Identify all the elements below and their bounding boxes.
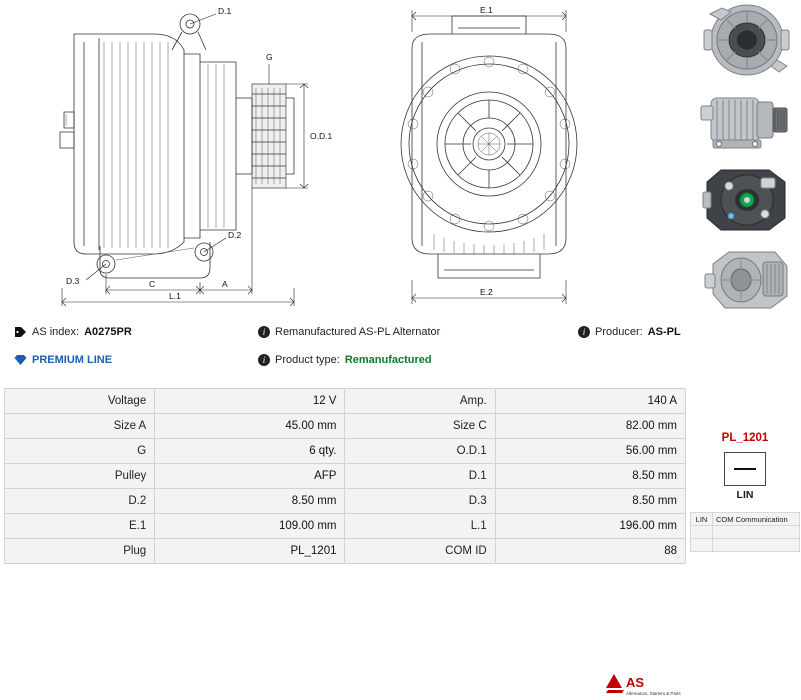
table-row: [5, 514, 686, 539]
label-d1: D.1: [218, 6, 232, 16]
producer-label: Producer:: [595, 326, 643, 338]
com-code: LIN: [691, 513, 713, 526]
product-photo-front[interactable]: [691, 0, 801, 78]
svg-text:Alternators, Starters & Parts: Alternators, Starters & Parts: [626, 691, 681, 696]
spec-value: PL_1201: [155, 539, 345, 564]
premium-line-label: PREMIUM LINE: [32, 354, 113, 366]
product-photo-rear[interactable]: [691, 160, 801, 238]
spec-key: O.D.1: [345, 439, 495, 464]
label-e1: E.1: [480, 5, 493, 15]
spec-value: 12 V: [155, 389, 345, 414]
product-type-value: Remanufactured: [344, 354, 432, 366]
spec-key: Size A: [5, 414, 155, 439]
table-row: [5, 414, 686, 439]
label-c: C: [149, 279, 156, 289]
spec-value: 8.50 mm: [495, 464, 685, 489]
spec-key: Plug: [5, 539, 155, 564]
spec-key: E.1: [5, 514, 155, 539]
product-photo-column: [690, 0, 800, 565]
as-index-label: AS index:: [32, 326, 80, 338]
tag-icon: [14, 326, 27, 338]
spec-value: 56.00 mm: [495, 439, 685, 464]
com-desc: COM Communication: [713, 513, 800, 526]
label-od1: O.D.1: [310, 131, 333, 141]
spec-value: 6 qty.: [155, 439, 345, 464]
aspl-logo: [604, 672, 684, 700]
producer-block: [578, 326, 681, 338]
label-e2: E.2: [480, 287, 493, 297]
lin-symbol-block: [690, 452, 800, 501]
premium-line-block: [14, 354, 112, 366]
com-code: [691, 539, 713, 552]
side-view-drawing: [4, 2, 344, 314]
table-row: [5, 464, 686, 489]
product-type-label: Product type:: [275, 354, 340, 366]
product-desc-block: [258, 326, 440, 338]
table-row: [5, 489, 686, 514]
spec-key: G: [5, 439, 155, 464]
spec-value: 88: [495, 539, 685, 564]
com-communication-table: [690, 512, 800, 552]
producer-value: AS-PL: [647, 326, 681, 338]
label-d3: D.3: [66, 276, 80, 286]
front-view-drawing: [360, 2, 685, 314]
svg-text:AS: AS: [626, 675, 645, 690]
spec-value: 109.00 mm: [155, 514, 345, 539]
diamond-icon: [14, 354, 27, 366]
info-icon: i: [578, 326, 590, 338]
spec-key: D.1: [345, 464, 495, 489]
spec-key: Pulley: [5, 464, 155, 489]
product-photo-side[interactable]: [691, 80, 801, 158]
label-d2: D.2: [228, 230, 242, 240]
spec-value: 196.00 mm: [495, 514, 685, 539]
table-row: [691, 526, 800, 539]
label-a: A: [222, 279, 228, 289]
com-code: [691, 526, 713, 539]
as-index-block: [14, 326, 132, 338]
table-row: [691, 513, 800, 526]
com-desc: [713, 539, 800, 552]
table-row: [5, 539, 686, 564]
product-desc-label: Remanufactured AS-PL Alternator: [275, 326, 441, 338]
spec-value: 8.50 mm: [155, 489, 345, 514]
com-desc: [713, 526, 800, 539]
as-index-value: A0275PR: [84, 326, 132, 338]
product-type-block: [258, 354, 432, 366]
spec-key: L.1: [345, 514, 495, 539]
info-icon: i: [258, 326, 270, 338]
spec-value: 8.50 mm: [495, 489, 685, 514]
spec-key: Voltage: [5, 389, 155, 414]
info-icon: i: [258, 354, 270, 366]
spec-key: Amp.: [345, 389, 495, 414]
plug-code: PL_1201: [721, 432, 769, 444]
product-photo-angle[interactable]: [691, 240, 801, 318]
lin-connector-icon: [724, 452, 766, 486]
spec-value: 82.00 mm: [495, 414, 685, 439]
spec-value: 140 A: [495, 389, 685, 414]
label-l1: L.1: [169, 291, 181, 301]
specifications-table: [4, 388, 686, 564]
spec-key: Size C: [345, 414, 495, 439]
technical-drawings: [0, 0, 690, 315]
spec-value: 45.00 mm: [155, 414, 345, 439]
lin-label: LIN: [736, 489, 754, 501]
table-row: [5, 389, 686, 414]
table-row: [5, 439, 686, 464]
spec-value: AFP: [155, 464, 345, 489]
table-row: [691, 539, 800, 552]
label-g: G: [266, 52, 273, 62]
spec-key: D.2: [5, 489, 155, 514]
spec-key: COM ID: [345, 539, 495, 564]
spec-key: D.3: [345, 489, 495, 514]
